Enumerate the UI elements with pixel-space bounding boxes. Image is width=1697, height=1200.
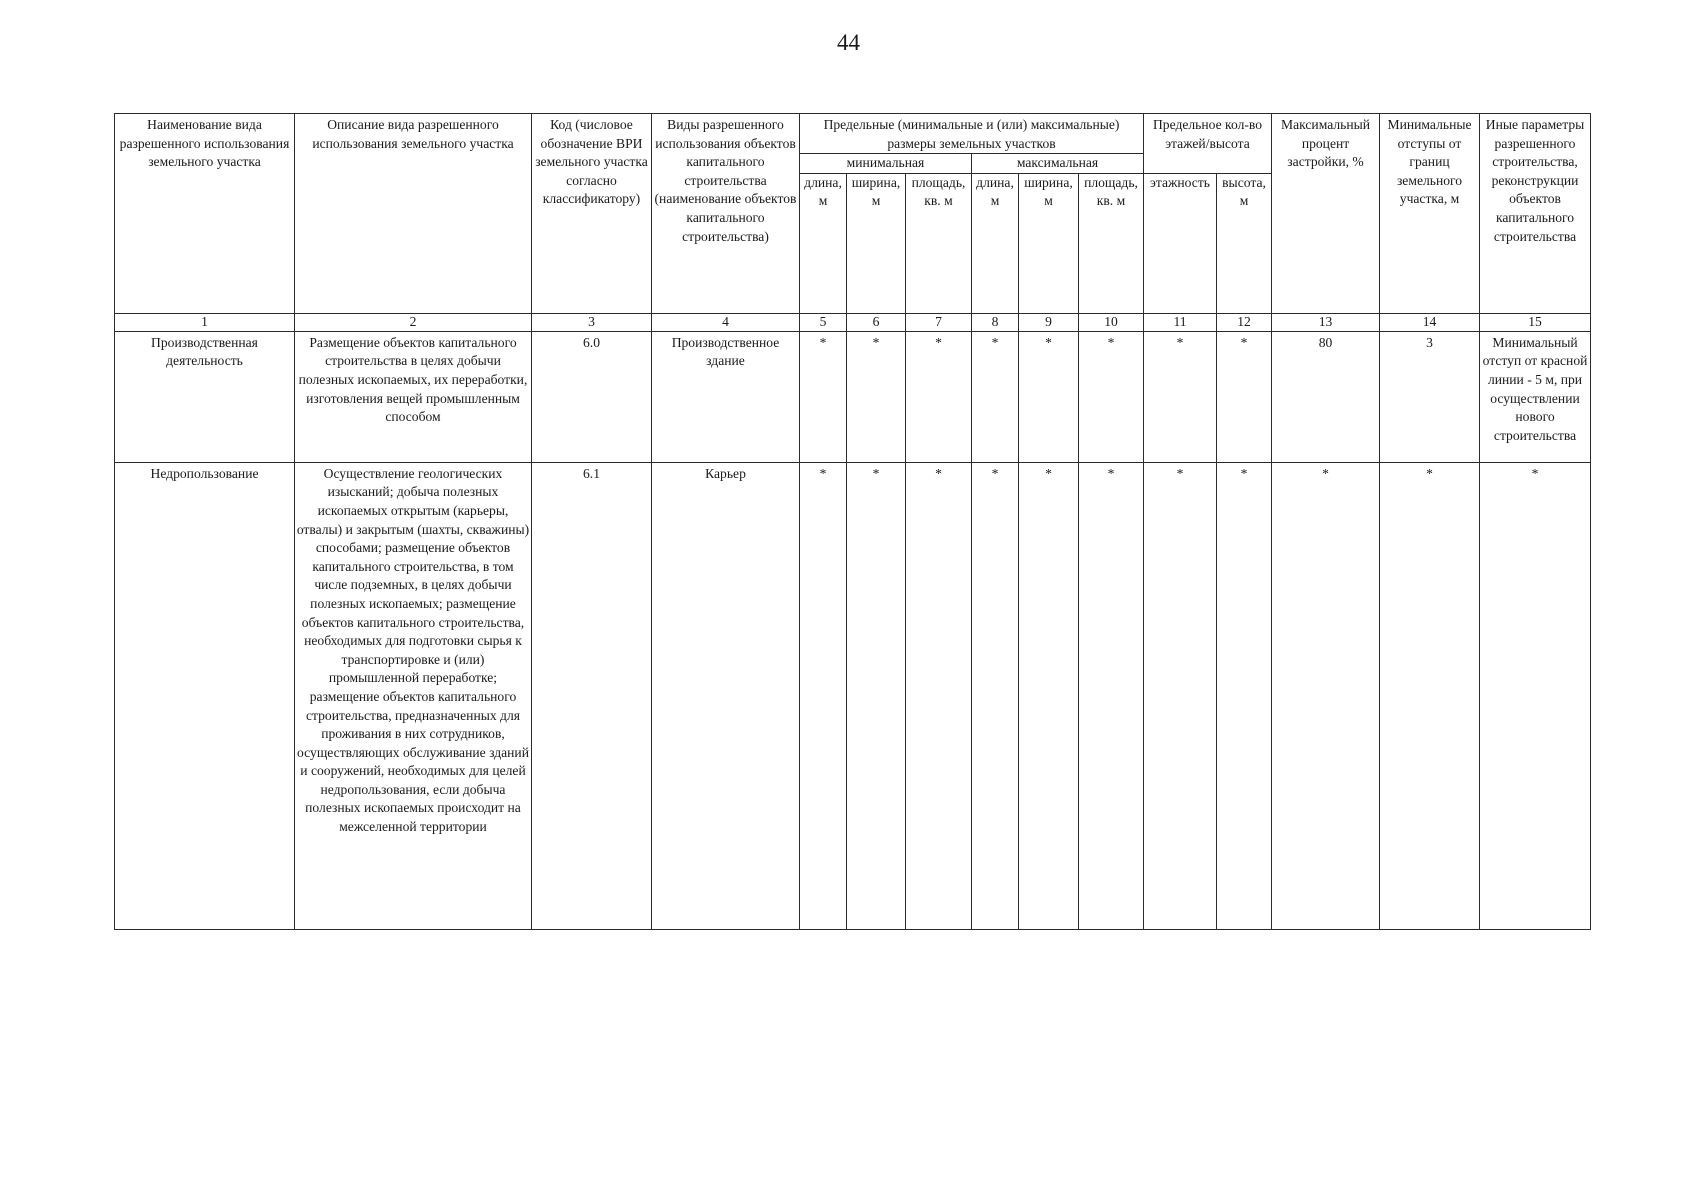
column-number: 4 bbox=[652, 313, 800, 331]
column-number: 15 bbox=[1480, 313, 1591, 331]
max-area-value: * bbox=[1079, 462, 1144, 929]
header-max-width: ширина, м bbox=[1019, 173, 1079, 313]
land-use-name: Производственная деятельность bbox=[115, 331, 295, 462]
max-length-value: * bbox=[972, 462, 1019, 929]
land-use-regulations-table bbox=[114, 113, 1591, 930]
min-area-value: * bbox=[906, 462, 972, 929]
column-number: 12 bbox=[1217, 313, 1272, 331]
header-construction-types: Виды разрешенного использования объектов капитального строительства (наименование объектов капитального строительства) bbox=[652, 114, 800, 314]
column-number: 1 bbox=[115, 313, 295, 331]
column-number: 13 bbox=[1272, 313, 1380, 331]
max-length-value: * bbox=[972, 331, 1019, 462]
min-width-value: * bbox=[847, 462, 906, 929]
header-floors: этажность bbox=[1144, 173, 1217, 313]
header-min-setbacks: Минимальные отступы от границ земельного участка, м bbox=[1380, 114, 1480, 314]
height-value: * bbox=[1217, 462, 1272, 929]
other-parameters-value: Минимальный отступ от красной линии - 5 м, при осуществлении нового строительства bbox=[1480, 331, 1591, 462]
header-other-parameters: Иные параметры разрешенного строительства, реконструкции объектов капитального строительства bbox=[1480, 114, 1591, 314]
min-area-value: * bbox=[906, 331, 972, 462]
max-width-value: * bbox=[1019, 331, 1079, 462]
column-number: 11 bbox=[1144, 313, 1217, 331]
land-use-description: Осуществление геологических изысканий; добыча полезных ископаемых открытым (карьеры, отвалы) и закрытым (шахты, скважины) способами; размещение объектов капитального строительства, в том числе подземных, в целях добычи полезных ископаемых; размещение объектов капитального строительства, необходимых для подготовки сырья к транспортировке и (или) промышленной переработке; размещение объектов капитального строительства, предназначенных для проживания в них сотрудников, осуществляющих обслуживание зданий и сооружений, необходимых для целей недропользования, если добыча полезных ископаемых происходит на межселенной территории bbox=[295, 462, 532, 929]
max-width-value: * bbox=[1019, 462, 1079, 929]
header-max-building-percent: Максимальный процент застройки, % bbox=[1272, 114, 1380, 314]
min-setback-value: * bbox=[1380, 462, 1480, 929]
header-max-length: длина, м bbox=[972, 173, 1019, 313]
header-min-area: площадь, кв. м bbox=[906, 173, 972, 313]
table-row bbox=[115, 331, 1591, 462]
header-min-width: ширина, м bbox=[847, 173, 906, 313]
header-plot-size-limits: Предельные (минимальные и (или) максимальные) размеры земельных участков bbox=[800, 114, 1144, 154]
header-max-area: площадь, кв. м bbox=[1079, 173, 1144, 313]
header-minimum: минимальная bbox=[800, 154, 972, 174]
land-use-code: 6.1 bbox=[532, 462, 652, 929]
column-number: 5 bbox=[800, 313, 847, 331]
land-use-code: 6.0 bbox=[532, 331, 652, 462]
land-use-name: Недропользование bbox=[115, 462, 295, 929]
column-number: 7 bbox=[906, 313, 972, 331]
min-width-value: * bbox=[847, 331, 906, 462]
header-land-use-description: Описание вида разрешенного использования земельного участка bbox=[295, 114, 532, 314]
column-number: 9 bbox=[1019, 313, 1079, 331]
max-building-percent-value: * bbox=[1272, 462, 1380, 929]
min-length-value: * bbox=[800, 462, 847, 929]
column-number: 6 bbox=[847, 313, 906, 331]
column-number: 10 bbox=[1079, 313, 1144, 331]
construction-objects: Карьер bbox=[652, 462, 800, 929]
header-floors-height-limits: Предельное кол-во этажей/высота bbox=[1144, 114, 1272, 174]
column-number: 8 bbox=[972, 313, 1019, 331]
other-parameters-value: * bbox=[1480, 462, 1591, 929]
land-use-description: Размещение объектов капитального строительства в целях добычи полезных ископаемых, их переработки, изготовления вещей промышленным способом bbox=[295, 331, 532, 462]
min-setback-value: 3 bbox=[1380, 331, 1480, 462]
max-area-value: * bbox=[1079, 331, 1144, 462]
table-row bbox=[115, 462, 1591, 929]
height-value: * bbox=[1217, 331, 1272, 462]
header-maximum: максимальная bbox=[972, 154, 1144, 174]
column-number: 14 bbox=[1380, 313, 1480, 331]
max-building-percent-value: 80 bbox=[1272, 331, 1380, 462]
header-min-length: длина, м bbox=[800, 173, 847, 313]
header-height: высота, м bbox=[1217, 173, 1272, 313]
floors-value: * bbox=[1144, 462, 1217, 929]
construction-objects: Производственное здание bbox=[652, 331, 800, 462]
min-length-value: * bbox=[800, 331, 847, 462]
column-number: 3 bbox=[532, 313, 652, 331]
floors-value: * bbox=[1144, 331, 1217, 462]
column-number: 2 bbox=[295, 313, 532, 331]
header-land-use-name: Наименование вида разрешенного использования земельного участка bbox=[115, 114, 295, 314]
header-code: Код (числовое обозначение ВРИ земельного участка согласно классификатору) bbox=[532, 114, 652, 314]
page-number: 44 bbox=[837, 30, 860, 55]
